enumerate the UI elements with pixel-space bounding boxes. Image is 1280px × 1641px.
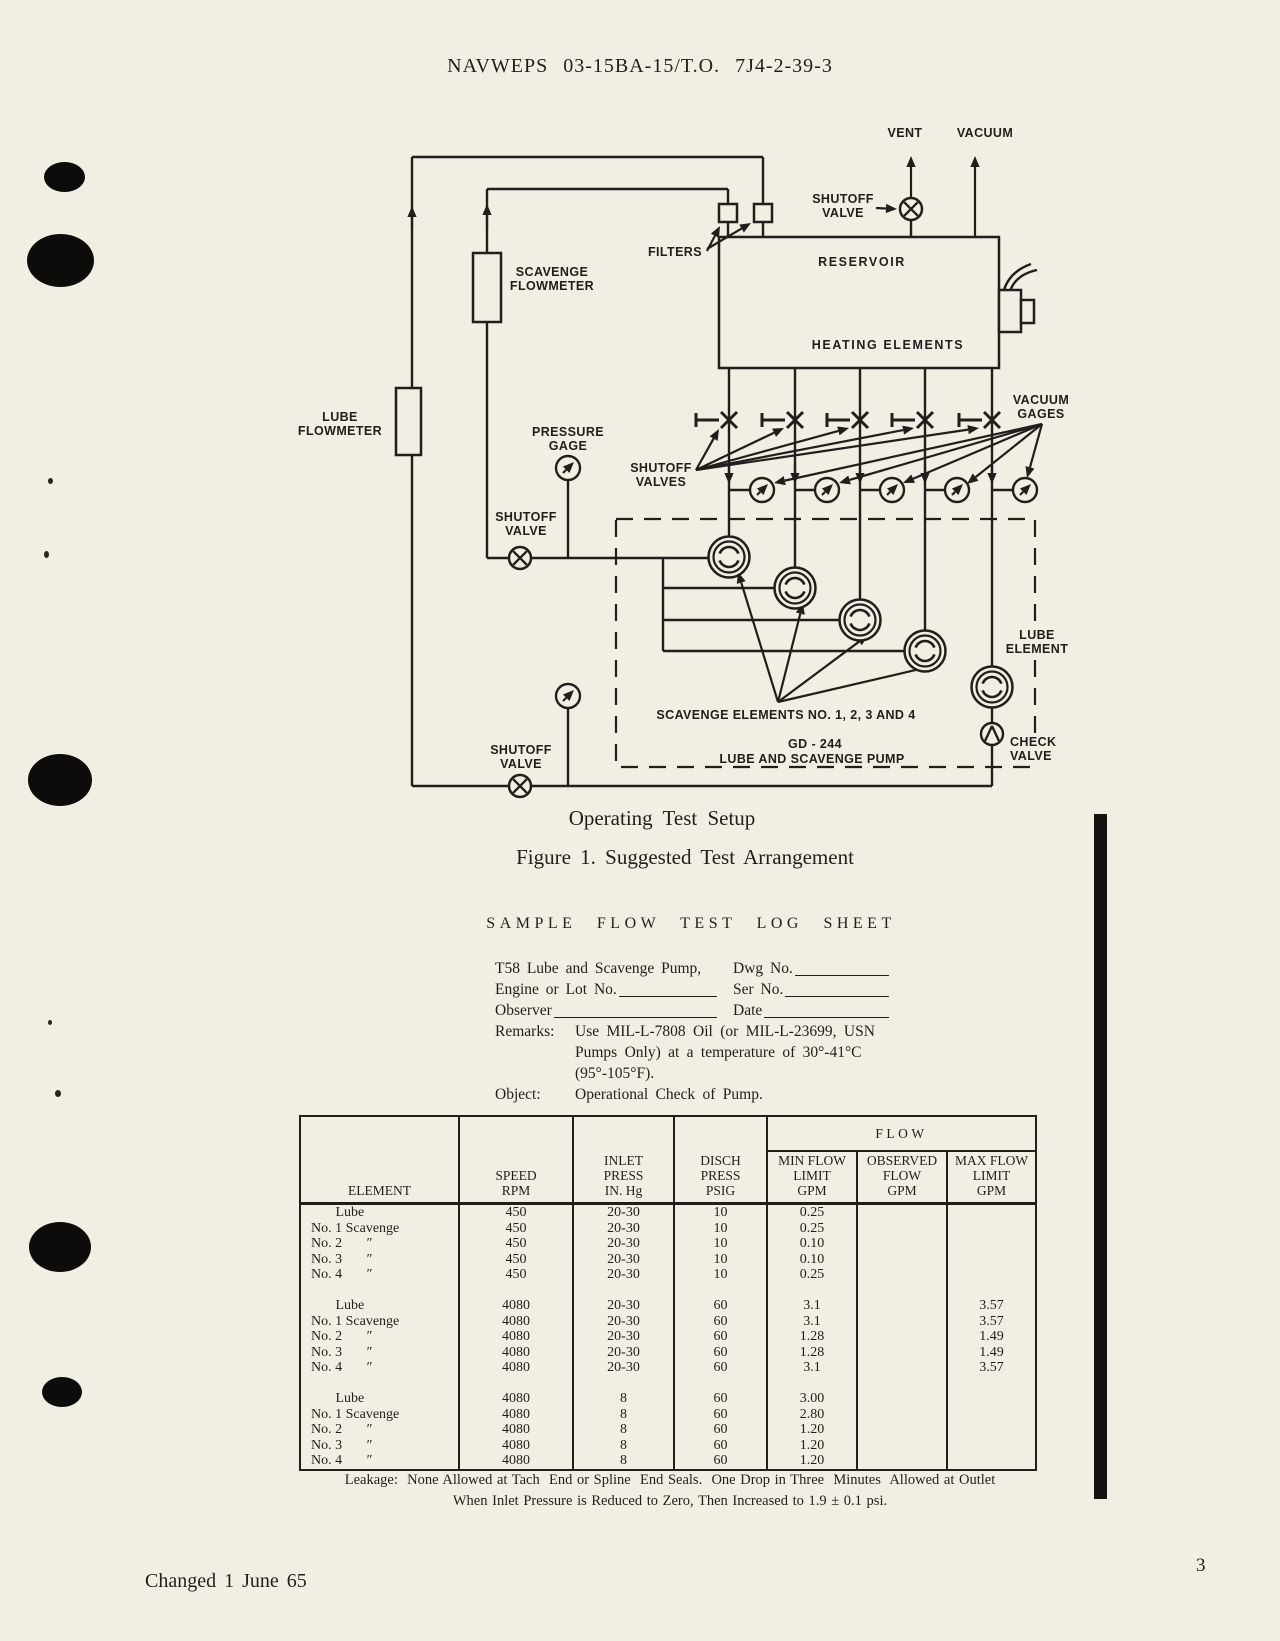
lube-element-label: LUBE ELEMENT xyxy=(1005,628,1069,656)
change-date-note: Changed 1 June 65 xyxy=(145,1570,307,1592)
lube-flowmeter-symbol xyxy=(396,388,421,455)
shutoff-valves-label: SHUTOFF VALVES xyxy=(630,461,692,489)
shutoff-valve-label-2: SHUTOFF VALVE xyxy=(490,743,552,771)
arrow xyxy=(741,583,778,702)
line-shutoff-valve-symbol xyxy=(892,412,933,428)
arrow xyxy=(902,426,914,435)
page-title: NAVWEPS 03-15BA-15/T.O. 7J4-2-39-3 xyxy=(447,55,833,77)
filters-label: FILTERS xyxy=(648,245,702,259)
remarks-label: Remarks: xyxy=(495,1023,555,1040)
ser-no-blank xyxy=(785,981,889,997)
table-row: No. 1 Scavenge 450 20-30 10 0.25 xyxy=(300,1221,1036,1237)
change-bar xyxy=(1094,814,1107,1499)
object-text: Operational Check of Pump. xyxy=(575,1086,763,1103)
arrow xyxy=(920,473,929,484)
table-body xyxy=(300,1204,1036,1470)
observer-label: Observer xyxy=(495,1002,552,1019)
arrow xyxy=(774,476,786,485)
reservoir-label: RESERVOIR xyxy=(818,255,906,269)
heater-terminal-plug xyxy=(1021,300,1034,323)
table-spacer-row xyxy=(300,1376,1036,1392)
scavenge-elements-label: SCAVENGE ELEMENTS NO. 1, 2, 3 AND 4 xyxy=(656,708,916,722)
binder-hole-mark xyxy=(28,754,92,806)
table-row: Lube 450 20-30 10 0.25 xyxy=(300,1204,1036,1221)
ink-speck xyxy=(48,1020,52,1025)
arrow xyxy=(967,425,979,434)
object-label: Object: xyxy=(495,1086,541,1103)
scavenge-flowmeter-symbol xyxy=(473,253,501,322)
remarks-line-2: Pumps Only) at a temperature of 30°-41°C xyxy=(575,1044,862,1061)
arrow xyxy=(987,473,996,484)
col-header-observed-flow: OBSERVED FLOW GPM xyxy=(857,1151,947,1204)
shutoff-valve-label-vent: SHUTOFF VALVE xyxy=(812,192,874,220)
heater-terminal-box xyxy=(999,290,1021,332)
arrow xyxy=(785,424,1042,481)
arrow xyxy=(839,476,851,485)
engine-lot-label: Engine or Lot No. xyxy=(495,981,617,998)
binder-hole-mark xyxy=(42,1377,82,1407)
pump-element-outer xyxy=(709,537,750,578)
line-shutoff-valve-symbol xyxy=(959,412,1000,428)
form-row-2 xyxy=(495,981,889,999)
ink-speck xyxy=(48,478,53,484)
col-header-speed: SPEED RPM xyxy=(459,1116,573,1204)
scavenge-flowmeter-label: SCAVENGE FLOWMETER xyxy=(509,265,595,293)
arrow xyxy=(837,426,849,435)
table-row: Lube 4080 8 60 3.00 xyxy=(300,1391,1036,1407)
diagram-caption: Operating Test Setup xyxy=(568,806,756,830)
table-row: No. 3 ″ 450 20-30 10 0.10 xyxy=(300,1252,1036,1268)
vacuum-label: VACUUM xyxy=(956,126,1014,140)
arrow xyxy=(407,206,416,217)
ser-no-label: Ser No. xyxy=(733,981,784,998)
remarks-line-1: Use MIL-L-7808 Oil (or MIL-L-23699, USN xyxy=(575,1023,875,1040)
leakage-note-line-1: Leakage: None Allowed at Tach End or Spline End Seals. One Drop in Three Minutes Allowed at Outlet xyxy=(344,1472,996,1488)
form-row-3 xyxy=(495,1002,889,1020)
line-shutoff-valve-symbol xyxy=(696,412,737,428)
table-spacer-row xyxy=(300,1283,1036,1299)
arrow xyxy=(903,474,915,483)
pressure-gage-label-1: PRESSURE GAGE xyxy=(532,425,604,453)
lube-flowmeter-label: LUBE FLOWMETER xyxy=(297,410,383,438)
ink-speck xyxy=(44,551,49,558)
pump-element-outer xyxy=(905,631,946,672)
dwg-no-blank xyxy=(795,960,889,976)
col-header-max-flow: MAX FLOW LIMIT GPM xyxy=(947,1151,1036,1204)
line-shutoff-valve-symbol xyxy=(762,412,803,428)
date-label: Date xyxy=(733,1002,763,1019)
binder-hole-mark xyxy=(44,162,85,192)
col-header-element: ELEMENT xyxy=(300,1116,459,1204)
pump-id-label: T58 Lube and Scavenge Pump, xyxy=(495,960,702,977)
dwg-no-label: Dwg No. xyxy=(733,960,793,977)
col-header-min-flow: MIN FLOW LIMIT GPM xyxy=(767,1151,857,1204)
filter-symbol xyxy=(754,204,772,222)
table-row: No. 1 Scavenge 4080 8 60 2.80 xyxy=(300,1407,1036,1423)
table-row: No. 2 ″ 4080 20-30 60 1.28 1.49 xyxy=(300,1329,1036,1345)
arrow xyxy=(1030,424,1042,467)
heating-elements-label: HEATING ELEMENTS xyxy=(811,338,965,352)
pump-element-outer xyxy=(972,667,1013,708)
binder-hole-mark xyxy=(27,234,94,287)
table-row: No. 2 ″ 450 20-30 10 0.10 xyxy=(300,1236,1036,1252)
vacuum-gages-label: VACUUM GAGES xyxy=(1012,393,1070,421)
table-row: No. 4 ″ 4080 8 60 1.20 xyxy=(300,1453,1036,1470)
col-header-disch-press: DISCH PRESS PSIG xyxy=(674,1116,767,1204)
arrow xyxy=(906,156,915,167)
filter-symbol xyxy=(719,204,737,222)
table-row: No. 3 ″ 4080 20-30 60 1.28 1.49 xyxy=(300,1345,1036,1361)
table-row: No. 1 Scavenge 4080 20-30 60 3.1 3.57 xyxy=(300,1314,1036,1330)
pump-element-outer xyxy=(775,568,816,609)
table-row: No. 3 ″ 4080 8 60 1.20 xyxy=(300,1438,1036,1454)
pump-name-label: LUBE AND SCAVENGE PUMP xyxy=(719,752,905,766)
figure-caption: Figure 1. Suggested Test Arrangement xyxy=(516,845,854,869)
date-blank xyxy=(764,1002,889,1018)
ink-speck xyxy=(55,1090,61,1097)
pump-model-label: GD - 244 xyxy=(788,737,842,751)
arrow xyxy=(913,424,1042,479)
flow-test-table xyxy=(299,1115,1037,1471)
observer-blank xyxy=(554,1002,717,1018)
line-shutoff-valve-symbol xyxy=(827,412,868,428)
table-row: No. 4 ″ 450 20-30 10 0.25 xyxy=(300,1267,1036,1283)
pump-dashed-boundary xyxy=(616,519,1035,767)
pump-element-outer xyxy=(840,600,881,641)
engine-lot-blank xyxy=(619,981,717,997)
table-row: No. 2 ″ 4080 8 60 1.20 xyxy=(300,1422,1036,1438)
page-number: 3 xyxy=(1196,1555,1206,1576)
shutoff-valve-label-1: SHUTOFF VALVE xyxy=(495,510,557,538)
log-sheet-title: SAMPLE FLOW TEST LOG SHEET xyxy=(486,915,896,932)
arrow xyxy=(482,204,491,215)
leakage-note-line-2: When Inlet Pressure is Reduced to Zero, Then Increased to 1.9 ± 0.1 psi. xyxy=(452,1493,888,1509)
vent-label: VENT xyxy=(887,126,923,140)
arrow xyxy=(696,430,903,470)
arrow xyxy=(886,204,897,213)
binder-hole-mark xyxy=(29,1222,91,1272)
arrow xyxy=(1026,466,1035,478)
arrow xyxy=(970,156,979,167)
flow-group-header: FLOW xyxy=(767,1116,1036,1151)
remarks-line-3: (95°-105°F). xyxy=(575,1065,655,1082)
check-valve-label: CHECK VALVE xyxy=(1010,735,1057,763)
col-header-inlet-press: INLET PRESS IN. Hg xyxy=(573,1116,674,1204)
table-row: Lube 4080 20-30 60 3.1 3.57 xyxy=(300,1298,1036,1314)
form-row-1 xyxy=(495,960,889,978)
table-row: No. 4 ″ 4080 20-30 60 3.1 3.57 xyxy=(300,1360,1036,1376)
heater-wires xyxy=(1004,264,1037,291)
arrow xyxy=(724,473,733,484)
